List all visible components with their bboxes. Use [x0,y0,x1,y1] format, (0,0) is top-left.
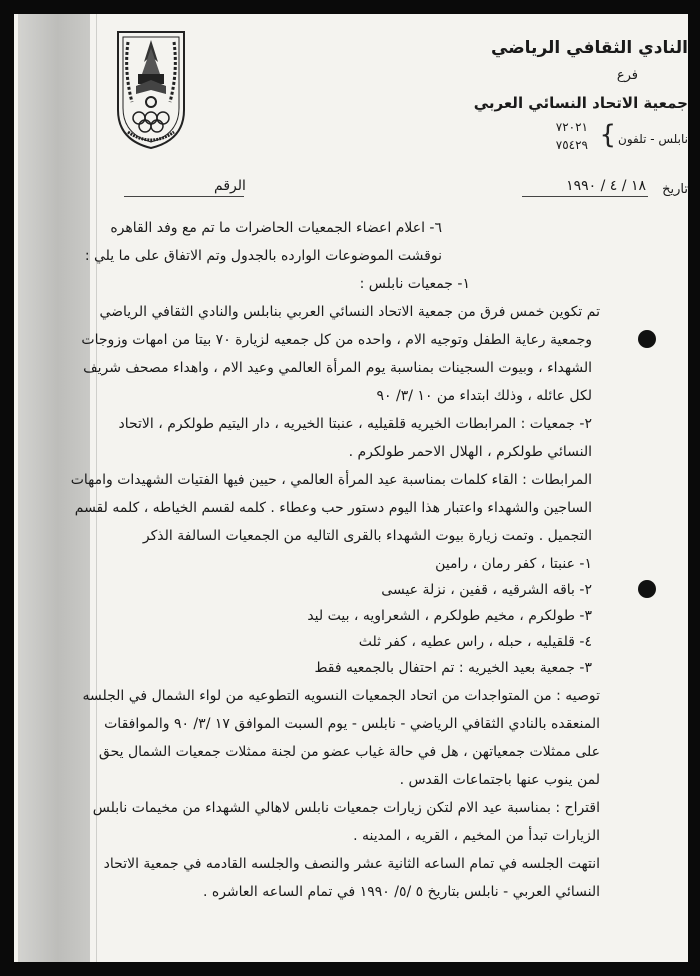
margin-edge [96,14,97,962]
reference-line [124,196,244,197]
body-line: المرابطات : القاء كلمات بمناسبة عيد المرأة العالمي ، حيين فيها الفتيات الشهيدات وامهات [70,472,592,488]
union-name: جمعية الاتحاد النسائي العربي [473,94,688,112]
reference-label: الرقم [214,178,246,194]
body-line: الساجين والشهداء واعتبار هذا اليوم دستور حب وعطاء . كلمه لقسم الخياطه ، كلمه لقسم [74,500,592,516]
body-line: تم تكوين خمس فرق من جمعية الاتحاد النسائي العربي بنابلس والنادي الثقافي الرياضي [99,304,600,320]
club-emblem-icon [106,22,196,150]
scanned-margin-shadow [18,14,90,962]
recommendation-line: توصيه : من المتواجدات من اتحاد الجمعيات النسويه التطوعيه من لواء الشمال في الجلسه [82,688,600,704]
punch-hole-icon [638,330,656,348]
body-line: الشهداء ، وبيوت السجينات بمناسبة يوم المرأة العالمي وعيد الام ، واهداء مصحف شريف [83,360,592,376]
body-line: على ممثلات جمعياتهن ، هل في حالة غياب عضو من لجنة ممثلات جمعيات الشمال يحق [98,744,600,760]
section-3-heading: ٣- جمعية بعيد الخيريه : تم احتفال بالجمعيه فقط [314,660,592,676]
body-line: وجمعية رعاية الطفل وتوجيه الام ، واحده من كل جمعيه لزيارة ٧٠ بيتا من امهات وزوجات [81,332,592,348]
punch-hole-icon [638,580,656,598]
body-line: النسائي طولكرم ، الهلال الاحمر طولكرم . [348,444,592,460]
section-1-heading: ١- جمعيات نابلس : [359,276,470,292]
list-item: ١- عنبتا ، كفر رمان ، رامين [435,556,592,572]
list-item: ٢- باقه الشرقيه ، قفين ، نزلة عيسى [381,582,592,598]
document-page [14,14,688,962]
date-value: ١٨ / ٤ / ١٩٩٠ [566,178,646,194]
body-line: لكل عائله ، وذلك ابتداء من ١٠ /٣/ ٩٠ [376,388,592,404]
date-line [522,196,648,197]
club-name: النادي الثقافي الرياضي [491,38,688,58]
date-label: تاريخ [662,182,688,197]
body-line: الزيارات تبدأ من المخيم ، القريه ، المدينه . [353,828,600,844]
body-line: المنعقده بالنادي الثقافي الرياضي - نابلس - يوم السبت الموافق ١٧ /٣/ ٩٠ والموافقات [104,716,600,732]
phone-label: نابلس - تلفون [618,132,688,146]
phone-number-2: ٧٥٤٢٩ [555,138,588,152]
body-line: التجميل . وتمت زيارة بيوت الشهداء بالقرى التاليه من الجمعيات السالفة الذكر [142,528,592,544]
body-line: نوقشت الموضوعات الوارده بالجدول وتم الاتفاق على ما يلي : [84,248,442,264]
section-2-heading: ٢- جمعيات : المرابطات الخيريه قلقيليه ، عنبتا الخيريه ، دار اليتيم طولكرم ، الاتحاد [118,416,592,432]
branch-label: فرع [616,68,638,83]
body-line: لمن ينوب عنها باجتماعات القدس . [399,772,600,788]
closing-line: النسائي العربي - نابلس بتاريخ ٥ /٥/ ١٩٩٠ في تمام الساعه العاشره . [202,884,600,900]
list-item: ٤- قلقيليه ، حبله ، راس عطيه ، كفر ثلث [358,634,592,650]
proposal-line: اقتراح : بمناسبة عيد الام لتكن زيارات جمعيات نابلس لاهالي الشهداء من مخيمات نابلس [92,800,600,816]
closing-line: انتهت الجلسه في تمام الساعه الثانية عشر والنصف والجلسه القادمه في جمعية الاتحاد [103,856,600,872]
phone-number-1: ٧٢٠٢١ [555,120,588,134]
item-6-line: ٦- اعلام اعضاء الجمعيات الحاضرات ما تم مع وفد القاهره [110,220,442,236]
list-item: ٣- طولكرم ، مخيم طولكرم ، الشعراويه ، بيت ليد [307,608,592,624]
brace-icon: { [599,120,616,150]
